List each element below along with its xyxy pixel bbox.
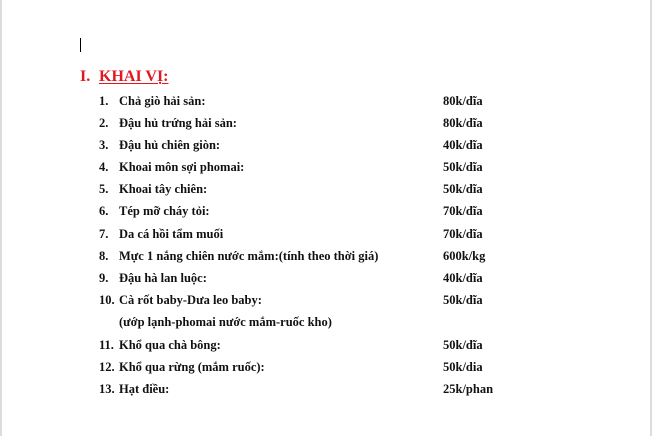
item-note: (ướp lạnh-phomai nước mắm-ruốc kho) xyxy=(119,315,332,329)
item-number: 7. xyxy=(99,227,109,241)
item-price: 50k/dĩa xyxy=(443,160,483,174)
list-item xyxy=(2,293,654,309)
item-name: Tép mỡ cháy tỏi: xyxy=(119,204,210,218)
item-name: Cà rốt baby-Dưa leo baby: xyxy=(119,293,262,307)
list-item xyxy=(2,138,654,154)
item-name: Khổ qua chà bông: xyxy=(119,338,221,352)
item-price: 50k/dia xyxy=(443,360,483,374)
item-name: Đậu hà lan luộc: xyxy=(119,271,207,285)
section-heading xyxy=(80,68,169,86)
item-name: Khoai môn sợi phomai: xyxy=(119,160,245,174)
item-price: 600k/kg xyxy=(443,249,486,263)
item-price: 80k/dĩa xyxy=(443,116,483,130)
list-item-note xyxy=(2,315,654,331)
list-item xyxy=(2,94,654,110)
item-name: Đậu hủ trứng hải sản: xyxy=(119,116,237,130)
item-price: 80k/dĩa xyxy=(443,94,483,108)
list-item xyxy=(2,227,654,243)
item-number: 10. xyxy=(99,293,115,307)
item-name: Đậu hủ chiên giòn: xyxy=(119,138,221,152)
list-item xyxy=(2,204,654,220)
list-item xyxy=(2,116,654,132)
item-number: 13. xyxy=(99,382,115,396)
item-number: 2. xyxy=(99,116,109,130)
item-number: 3. xyxy=(99,138,109,152)
item-price: 40k/dĩa xyxy=(443,271,483,285)
item-price: 70k/dĩa xyxy=(443,204,483,218)
section-number: I. xyxy=(80,68,91,85)
item-number: 12. xyxy=(99,360,115,374)
item-name: Khổ qua rừng (mắm ruốc): xyxy=(119,360,265,374)
item-price: 40k/dĩa xyxy=(443,138,483,152)
item-number: 8. xyxy=(99,249,109,263)
list-item xyxy=(2,160,654,176)
text-cursor xyxy=(80,38,81,52)
item-name: Khoai tây chiên: xyxy=(119,182,208,196)
item-price: 25k/phan xyxy=(443,382,494,396)
list-item xyxy=(2,382,654,398)
list-item xyxy=(2,182,654,198)
item-name: Hạt điều: xyxy=(119,382,170,396)
item-number: 9. xyxy=(99,271,109,285)
item-number: 6. xyxy=(99,204,109,218)
section-title: KHAI VỊ: xyxy=(99,68,169,85)
item-price: 50k/dĩa xyxy=(443,338,483,352)
list-item xyxy=(2,271,654,287)
list-item xyxy=(2,338,654,354)
item-name: Mực 1 nắng chiên nước mắm:(tính theo thời giá) xyxy=(119,249,379,263)
item-price: 50k/dĩa xyxy=(443,293,483,307)
list-item xyxy=(2,249,654,265)
item-number: 4. xyxy=(99,160,109,174)
item-name: Chả giò hải sản: xyxy=(119,94,206,108)
item-price: 70k/dĩa xyxy=(443,227,483,241)
list-item xyxy=(2,360,654,376)
item-price: 50k/dĩa xyxy=(443,182,483,196)
item-number: 1. xyxy=(99,94,109,108)
item-number: 11. xyxy=(99,338,114,352)
item-number: 5. xyxy=(99,182,109,196)
item-name: Da cá hồi tẩm muối xyxy=(119,227,224,241)
